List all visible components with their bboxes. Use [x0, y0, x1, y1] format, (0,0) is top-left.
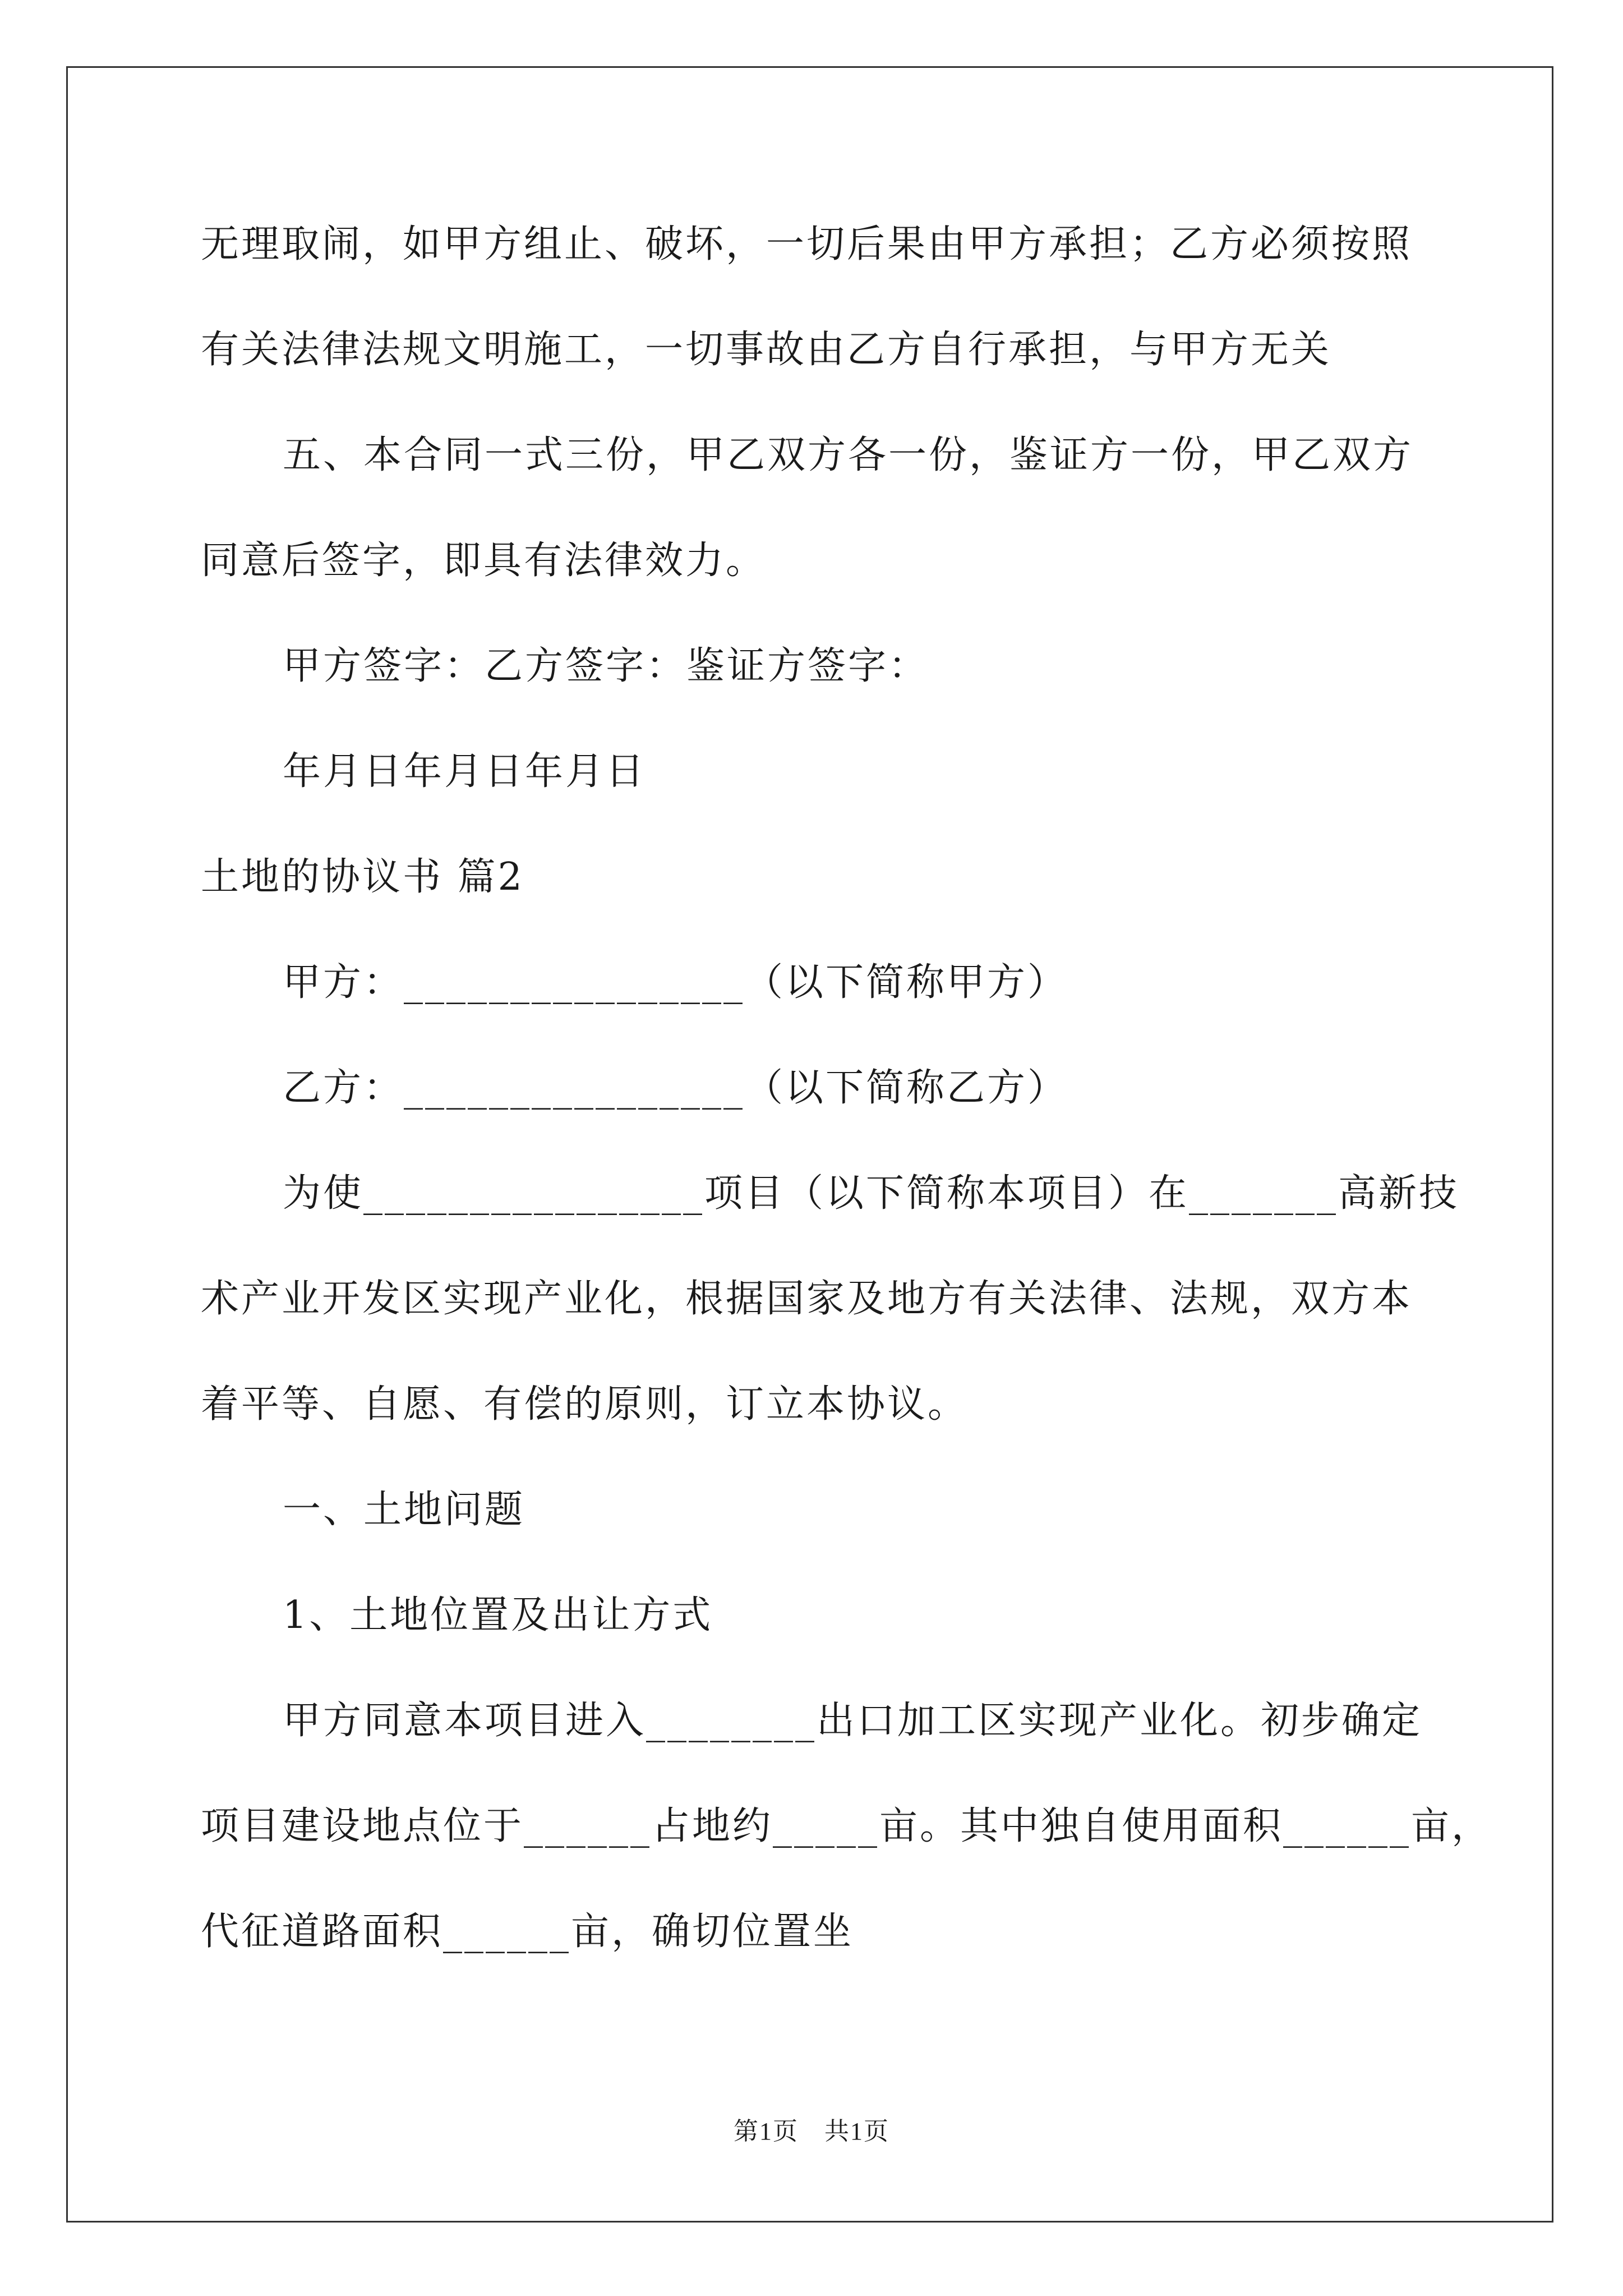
paragraph-line: 同意后签字，即具有法律效力。: [201, 539, 767, 583]
page-total: 共1页: [824, 2118, 889, 2145]
paragraph-line: 为使________________项目（以下简称本项目）在_______高新技: [283, 1171, 1460, 1216]
page-number: 第1页: [734, 2118, 799, 2145]
paragraph-line: 有关法律法规文明施工，一切事故由乙方自行承担，与甲方无关: [201, 328, 1332, 372]
clause-heading: 一、土地问题: [283, 1488, 525, 1532]
paragraph-line: 项目建设地点位于______占地约_____亩。其中独自使用面积______亩，: [201, 1804, 1492, 1848]
signature-line: 甲方签字：乙方签字：鉴证方签字：: [283, 644, 929, 688]
date-line: 年月日年月日年月日: [283, 749, 647, 794]
page-footer: [0, 2115, 1623, 2148]
party-a-line: 甲方：________________（以下简称甲方）: [283, 960, 1068, 1005]
paragraph-line: 着平等、自愿、有偿的原则，订立本协议。: [201, 1382, 969, 1427]
paragraph-line: 无理取闹，如甲方组止、破坏，一切后果由甲方承担；乙方必须按照: [201, 222, 1413, 266]
subclause-heading: 1、土地位置及出让方式: [283, 1593, 713, 1637]
paragraph-line: 甲方同意本项目进入________出口加工区实现产业化。初步确定: [283, 1699, 1423, 1743]
paragraph-line: 五、本合同一式三份，甲乙双方各一份，鉴证方一份，甲乙双方: [283, 433, 1414, 477]
paragraph-line: 代征道路面积______亩，确切位置坐: [201, 1910, 854, 1954]
document-body: [201, 219, 1492, 1958]
party-b-line: 乙方：________________（以下简称乙方）: [283, 1066, 1068, 1110]
section-heading: 土地的协议书 篇2: [201, 855, 524, 899]
paragraph-line: 术产业开发区实现产业化，根据国家及地方有关法律、法规，双方本: [201, 1277, 1413, 1321]
